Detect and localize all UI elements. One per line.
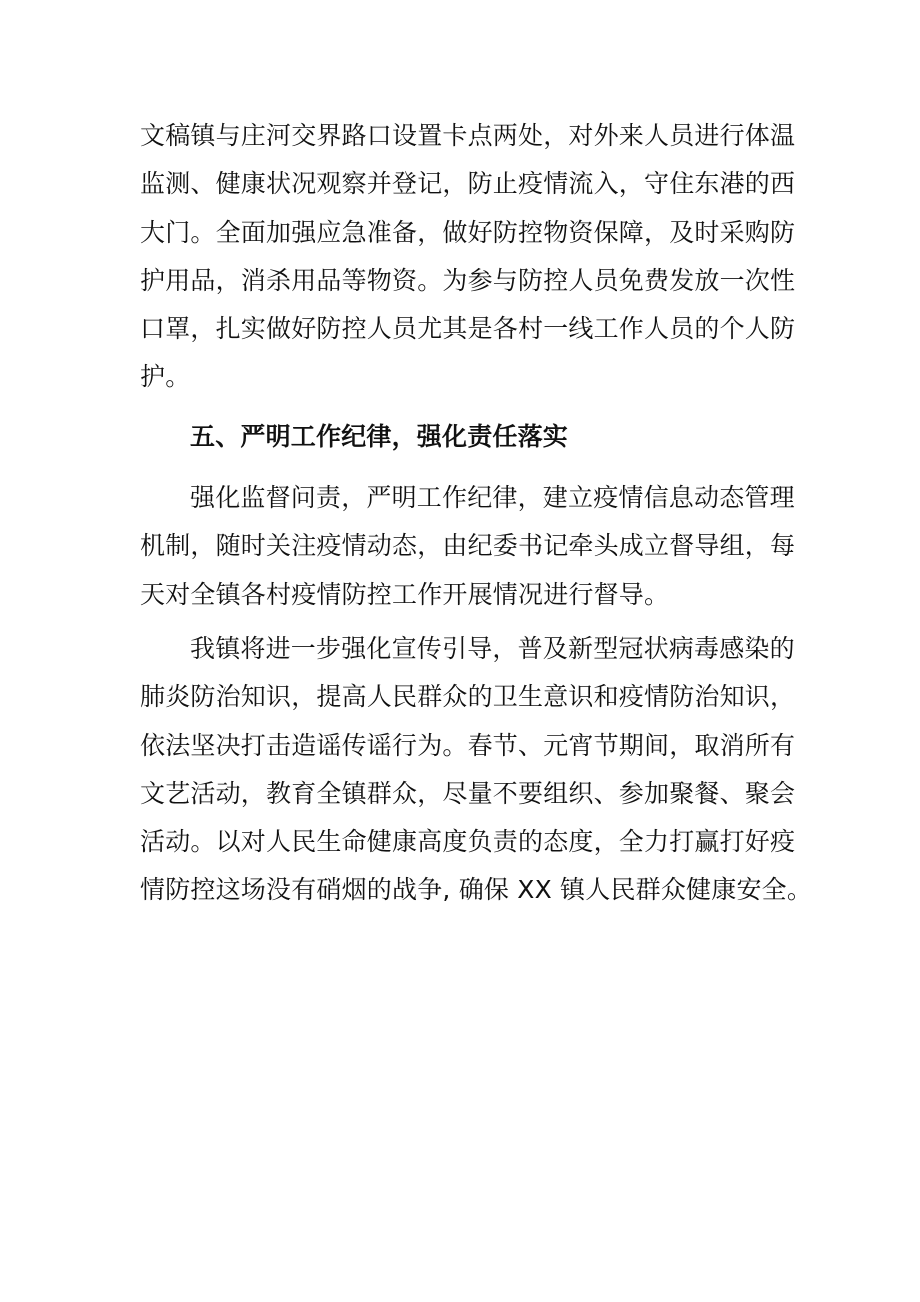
paragraph-line: 护用品，消杀用品等物资。为参与防控人员免费发放一次性 xyxy=(140,265,796,295)
paragraph-line: 肺炎防治知识，提高人民群众的卫生意识和疫情防治知识， xyxy=(140,682,796,712)
paragraph-3 xyxy=(140,625,813,915)
paragraph-line: 文稿镇与庄河交界路口设置卡点两处，对外来人员进行体温 xyxy=(140,121,796,150)
paragraph-2 xyxy=(140,474,796,619)
paragraph-line: 天对全镇各村疫情防控工作开展情况进行督导。 xyxy=(140,579,670,609)
paragraph-line: 情防控这场没有硝烟的战争, 确保 XX 镇人民群众健康安全。 xyxy=(140,875,813,905)
paragraph-1 xyxy=(140,112,796,402)
paragraph-line: 护。 xyxy=(140,362,191,392)
paragraph-line: 口罩，扎实做好防控人员尤其是各村一线工作人员的个人防 xyxy=(140,314,796,344)
paragraph-line: 活动。以对人民生命健康高度负责的态度，全力打赢打好疫 xyxy=(140,827,796,857)
paragraph-line: 机制，随时关注疫情动态，由纪委书记牵头成立督导组，每 xyxy=(140,531,796,561)
section-heading xyxy=(140,413,790,461)
section-heading-text: 五、严明工作纪律，强化责任落实 xyxy=(190,422,569,451)
paragraph-line: 我镇将进一步强化宣传引导，普及新型冠状病毒感染的 xyxy=(190,634,795,663)
paragraph-line: 强化监督问责，严明工作纪律，建立疫情信息动态管理 xyxy=(190,483,795,512)
paragraph-line: 大门。全面加强应急准备，做好防控物资保障，及时采购防 xyxy=(140,217,796,247)
paragraph-line: 文艺活动，教育全镇群众，尽量不要组织、参加聚餐、聚会 xyxy=(140,778,796,808)
paragraph-line: 依法坚决打击造谣传谣行为。春节、元宵节期间，取消所有 xyxy=(140,730,796,760)
paragraph-line: 监测、健康状况观察并登记，防止疫情流入，守住东港的西 xyxy=(140,169,796,199)
